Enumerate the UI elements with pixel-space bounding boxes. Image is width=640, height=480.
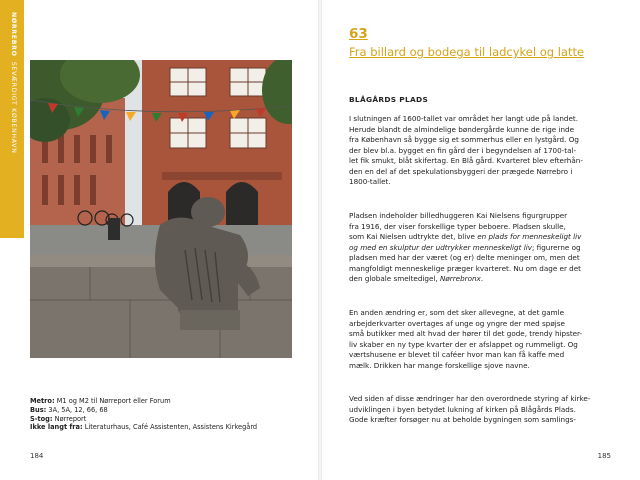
italic-term: Nørrebronx [439,274,481,283]
caption-label: Ikke langt fra: [30,423,83,432]
text-line: Ved siden af disse ændringer har den overordnede styring af kirke- [349,394,591,403]
text-span: . [480,274,484,283]
caption-label: Metro: [30,397,55,405]
chapter-title: Fra billard og bodega til ladcykel og latte [349,45,585,59]
text-line: arbejderkvarter overtages af unge og yngre der med spøjse [349,318,565,328]
text-line [349,274,614,285]
text-line: små butikker med alt hvad der hører til det gode, trendy hipster- [349,329,583,338]
text-line: fra København så bygge sig et sommerhus eller en lystgård. Og [349,135,579,144]
right-page [322,0,640,480]
caption-label: Bus: [30,405,47,414]
left-page [0,0,318,480]
caption-text: 3A, 5A, 12, 66, 68 [48,405,108,414]
side-label-band [0,0,24,238]
side-label-city: SEVÆRDIGT KØBENHAVN [10,61,17,154]
side-label-district: NØRREBRO [10,12,17,57]
text-span: som Kai Nielsen udtrykte det, blive [349,232,478,241]
chapter-number: 63 [349,26,368,42]
transport-info [30,397,310,432]
caption-text: M1 og M2 til Nørreport eller Forum [56,397,171,405]
text-line: I slutningen af 1600-tallet var området her langt ude på landet. [349,114,578,123]
statue-photo-illustration [30,60,292,358]
text-line: den en del af det spekulationsbyggeri der prægede Nørrebro i [349,166,573,176]
text-line: pladsen med har der været (og er) delte meninger om, men det [349,253,580,262]
text-line: mangfoldigt menneskelige præger kvarteret. Nu om dage er det [349,263,581,273]
text-line [349,243,614,254]
page-number-left: 184 [30,452,44,460]
text-line: liv skaber en ny type kvarter der er afslappet og rummeligt. Og [349,339,578,349]
caption-text: Literaturhaus, Café Assistenten, Assistens Kirkegård [84,423,258,432]
paragraph-4 [349,394,614,426]
text-line: Pladsen indeholder billedhuggeren Kai Nielsens figurgrupper [349,211,568,220]
italic-quote: og med en skulptur der udtrykker menneskeligt liv [349,242,532,252]
text-line: 1800-tallet. [349,177,391,186]
text-line [349,232,614,243]
page-number-right: 185 [597,452,611,460]
caption-nearby [30,423,310,432]
caption-label: S-tog: [30,414,53,423]
statue-photo [30,60,292,358]
section-heading: BLÅGÅRDS PLADS [349,95,429,104]
text-line: Gode kræfter forsøger nu at beholde bygningen som samlings- [349,415,576,424]
caption-bus [30,406,310,415]
text-line: Herude blandt de almindelige bøndergårde kunne de rige inde [349,124,574,134]
text-line: udviklingen i byen betydet lukning af kirken på Blågårds Plads. [349,404,576,414]
side-label [10,12,17,154]
text-line: En anden ændring er, som det sker allevegne, at det gamle [349,308,565,317]
text-line: værtshusene er blevet til caféer hvor man kan få kaffe med [349,350,565,359]
caption-metro [30,397,310,406]
text-line: mælk. Drikken har mange forskellige sjove navne. [349,360,530,370]
caption-text: Nørreport [54,414,87,423]
paragraph-2 [349,211,614,285]
text-span: den globale smeltedigel, [349,274,440,283]
paragraph-3 [349,308,614,371]
text-line: der blev bl.a. bygget en fin gård der i begyndelsen af 1700-tal- [349,145,577,155]
text-span: ; figurerne og [531,242,581,252]
italic-quote: en plads for menneskeligt liv [477,232,582,241]
text-line: fra 1916, der viser forskellige typer beboere. Pladsen skulle, [349,221,566,231]
paragraph-1 [349,114,614,188]
text-line: let fik smukt, blåt skifertag. En Blå gård. Kvarteret blev efterhån- [349,156,583,165]
